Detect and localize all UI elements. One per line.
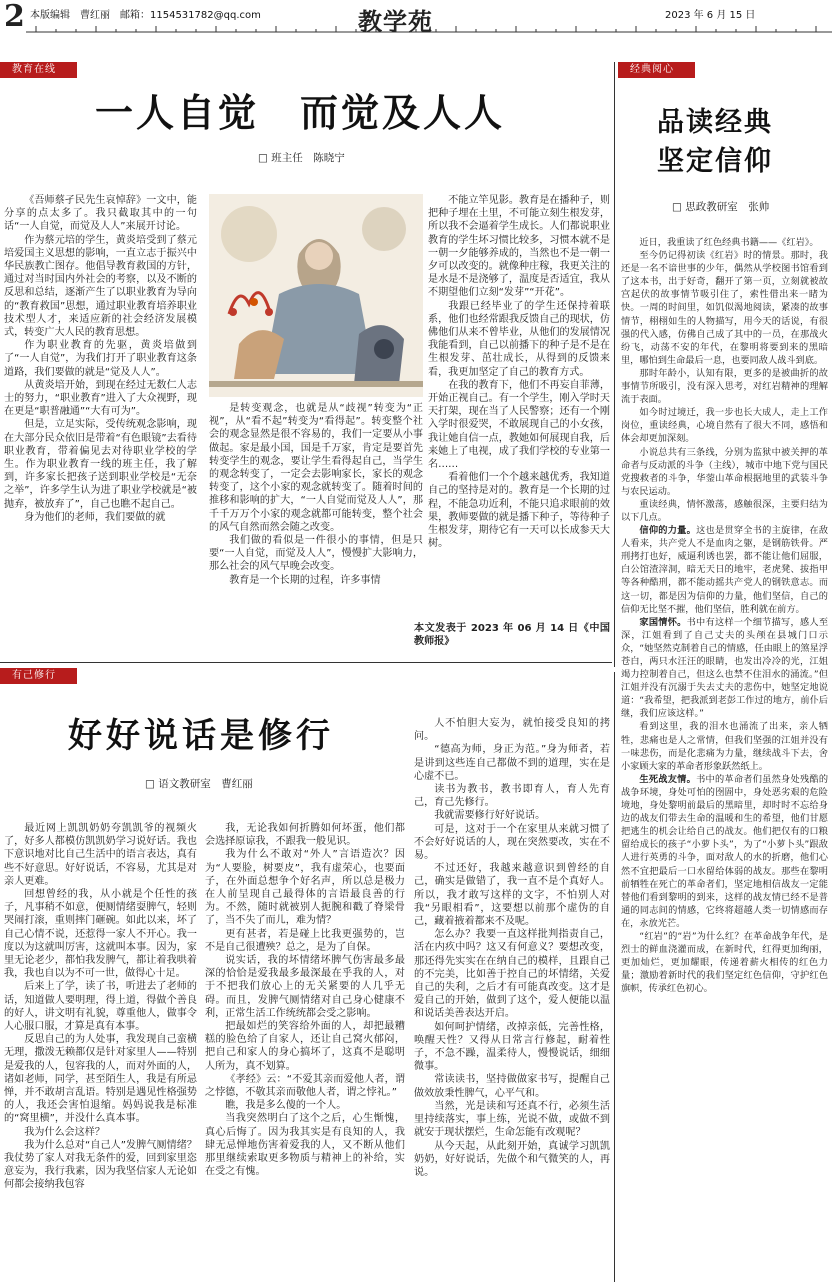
column-divider xyxy=(614,62,615,667)
article3-paragraph xyxy=(621,236,828,249)
paragraph-text: 书中的革命者们虽然身处残酷的战争环境，身处可怕的囹圄中，身处恶劣艰的危险境地，身处黎明前最后的黑暗里，却时时不忘给身边的战友们带去生命的温暖和生的希望，他们甘愿把逃生的机会让给自己的战友。他们把仅有的口粮留给成长的孩子“小萝卜头”，为了“小萝卜头”跟敌人进行英勇的斗争，面对敌人的水的折磨，他们心然不宜把最后一口水留给体弱的战友。那些在黎明前牺牲在死亡的革命者们，坚定地相信战友一定能替他们看到黎明的到来，这样的战友情已经不是普通的同志间的情感，它终将超越人类一切情感而存在，永放光芒。 xyxy=(621,773,828,929)
article3-paragraph xyxy=(621,367,828,406)
article2-title: 好好说话是修行 xyxy=(68,716,334,756)
editor-label: 本版编辑 曹红丽 xyxy=(30,10,110,21)
paragraph-text: “红岩”的“岩”为什么红？在革命战争年代，是烈士的鲜血浇灌而成，在新时代，红得更加绚丽，更加灿烂，更加耀眼，传递着薪火相传的红色力量；激励着新时代的我们坚定红色信仰，守护红色旗帜，传承红色初心。 xyxy=(621,930,828,995)
paragraph-text: 如今时过境迁，我一步也长大成人，走上工作岗位，重读经典，心境自然有了很大不同，感悟和体会却更加深刻。 xyxy=(621,407,828,445)
paragraph-text: 至今仍记得初读《红岩》时的情景。那时，我还是一名不谙世事的少年，偶然从学校图书馆看到了这本书，出于好奇，翻开了第一页，立刻就被故宫起伏的故事情节吸引住了，索性借出来一睹为快。一周的时间里，如饥似渴地阅读，紧凑的故事情节，栩栩如生的人物描写，用今天的话说，有很强的代入感，仿佛自己成了其中的一员，在那战火纷飞，动荡不安的年代，在黎明将要到来的黑暗里，哪怕到生命最后一息，也要同敌人战斗到底。 xyxy=(621,250,828,366)
email-label: 邮箱：1154531782@qq.com xyxy=(120,10,261,21)
article-divider xyxy=(0,662,612,663)
article3-paragraph xyxy=(621,773,828,930)
article3-paragraph xyxy=(621,720,828,772)
section-tag-education-online: 教育在线 xyxy=(0,62,77,78)
section-tag-classics: 经典阅心 xyxy=(618,62,695,78)
paragraph-text: 书中有这样一个细节描写，感人至深，江姐看到了自己丈夫的头颅在县城门口示众，“她坚然克制着自己的情感，任由眼上的煞星浮苍白，两只水汪汪的眼睛，也发出冷冷的光，江姐竭力控制着自己，但这么也禁不住泪水的涌流。”但江姐并没有沉溺于失去丈夫的悲伤中，她坚定地说道：“我希望，把我派到老彭工作过的地方，前仆后继，我们应该这样。” xyxy=(621,616,828,720)
issue-date: 2023 年 6 月 15 日 xyxy=(665,10,756,21)
paragraph-text: 小说总共有三条线，分别为监狱中被关押的革命者与反动派的斗争（主线），城市中地下党与国民党搜救者的斗争，华蓥山革命根据地里的武装斗争与农民运动。 xyxy=(621,446,828,497)
paragraph-keyword: 生死战友情。 xyxy=(639,773,697,785)
masthead: 教学苑 xyxy=(358,8,433,36)
article3-paragraph xyxy=(621,930,828,995)
article3-paragraph xyxy=(621,446,828,498)
article3-title-line1: 品读经典 xyxy=(657,107,773,138)
article3-paragraph xyxy=(621,524,828,616)
paragraph-text: 近日，我重读了红色经典书籍——《红岩》。 xyxy=(639,237,819,248)
article3-body xyxy=(621,236,828,1284)
article1-illustration xyxy=(209,194,423,397)
paragraph-text: 那时年龄小，认知有限，更多的是被曲折的故事情节所吸引，没有深入思考，对红岩精神的理解流于表面。 xyxy=(621,367,828,406)
header-ruler xyxy=(26,24,832,40)
article2-column-2: 我，无论我如何折腾如何坏蛋，他们都会选择原谅我，不跟我一般见识。 我为什么不敢对“外人”言语造次？因为“人要脸，树要皮”，我有虚荣心，也要面子，在外面总想争个好名声，所以总是极力在人前呈现自己最得体的言语最良善的行为。不然，随时就被别人扼腕和戳了脊梁骨了，当不失了而儿，难为情？ 更有甚者，若是碰上比我更强势的，岂不是自己很遭殃？总之，是为了自保。 说实话，我的坏情绪坏脾气伤害最多最深的恰恰是爱我最多最深最在乎我的人，对于不把我们放心上的无关紧要的人几乎无碍。而且，发脾气厕情绪对自己身心健康不利，正常生活工作统统都会受之影响。 把最如烂的笑容给外面的人，却把最糟糕的脸色给了自家人，还让自己窝火郁闷，把自己和家人的身心搞坏了，这真不是聪明人所为，真不划算。 《孝经》云：“不爱其亲而爱他人者，谓之悖德，不敬其亲而敬他人者，谓之悖礼。” 瞧，我是多么傻的一个人。 当我突然明白了这个之后，心生惭愧，真心后悔了。因为我其实是有良知的人，我肆无忌惮地伤害着爱我的人，又不断从他们那里继续索取更多物质与精神上的补给，实在受之有愧。 xyxy=(205,823,405,1178)
article3-paragraph xyxy=(621,616,828,721)
column-divider-lower xyxy=(614,672,615,1282)
article3-paragraph xyxy=(621,498,828,524)
paragraph-text: 看到这里，我的泪水也涌流了出来，亲人牺牲，悲痛也是人之常情，但我们坚强的江姐并没有一味悲伤，而是化悲痛为力量，继续战斗下去，舍小家顾大家的革命者形象跃然纸上。 xyxy=(621,721,828,772)
article3-paragraph xyxy=(621,406,828,445)
article2-column-1: 最近网上凯凯奶奶夸凯凯爷的视频火了，好多人都模仿凯凯奶学习说好话。我也下意识地对比自己生活中的语言表达，真有些不好意思。好好说话，不容易，尤其是对亲人更难。 回想曾经的我，从小就是个任性的孩子，凡事稍不如意，便厕情绪耍脾气，轻则哭闹打滚，重则摔门砸碗。如此以来，坏了自己心情不说，还惹得一家人不开心。我一度以为这就叫厉害，这就叫本事。因为，家里无论老少，都怕我发脾气，都让着我哄着我，我也自以为不可一世，做得心十足。 后来上了学，读了书，听进去了老师的话，知道做人要明理，得上道，得做个善良的好人，讲文明有礼貌，尊重他人，做事令人心服口服，才算是真有本事。 反思自己的为人处事，我发现自己蛮横无理，撒泼无赖都仅是针对家里人——特别是爱我的人，包容我的人，而对外面的人，诸如老师，同学，甚至陌生人，我是有所忌惮，并不敢胡言乱语。特别是遇见性格强势的人，我还会害怕退缩。妈妈说我是标准的“窝里横”，并没什么真本事。 我为什么会这样？ 我为什么总对“自己人”发脾气厕情绪？我仗势了家人对我无条件的爱，回到家里恣意妄为，我行我素，因为我坚信家人无论如何都会接纳我包容 xyxy=(4,823,197,1191)
article1-column-3: 不能立竿见影。教育是在播种子，则把种子埋在土里，不可能立刻生根发芽，所以我不会逼着学生成长。人们都说职业教育的学生坏习惯比较多，习惯本就不是一朝一夕能够养成的，当然也不是一朝一夕可以改变的。就像种庄稼，我更关注的是水是不是浇够了，温度是否适宜，我从不期望他们立刻“发芽”“开花”。 我跟已经毕业了的学生还保持着联系，他们也经常跟我反馈自己的现状，仿佛他们从来不曾毕业，从他们的发展情况我能看到，自己以前播下的种子是不是在生根发芽、茁壮成长，从得到的反馈来看，我更加坚定了自己的教育方式。 在我的教育下，他们不再妄自菲薄，开始正视自己。有一个学生，刚入学时天天打架，现在当了人民警察；还有一个刚入学时很爱哭，不敢展现自己的小女孩，我让她自信一点，教她如何展现自我，后来她上了电视，成了我们学校的专业第一名…… 看着他们一个个越来越优秀，我知道自己的坚持是对的。教育是一个长期的过程，不能急功近利，不能只追求眼前的效果，教师要做的就是播下种子，等待种子生根发芽，期待它有一天可以长成参天大树。 xyxy=(428,195,610,550)
paragraph-keyword: 信仰的力量。 xyxy=(639,525,697,537)
paragraph-keyword: 家国情怀。 xyxy=(639,616,687,628)
section-tag-self-cultivation: 有己修行 xyxy=(0,668,77,684)
article1-column-2: 是转变观念，也就是从“歧视”转变为“正视”，从“看不起”转变为“看得起”。转变整个社会的观念显然是很不容易的，我们一定要从小事做起。家是最小国，国是千万家，肯定是要首先转变学生的观念，要让学生看得起自己，当学生的观念转变了，一定会去影响家长，家长的观念转变了，这个小家的观念就转变了。随着时间的推移和影响的扩大，“一人自觉而觉及人人”，那千千万万个小家的观念就都可能转变，整个社会的风气自然而然会随之改变。 我们做的看似是一件很小的事情，但是只要“一人自觉，而觉及人人”，慢慢扩大影响力，那么社会的风气早晚会改变。 教育是一个长期的过程，许多事情 xyxy=(209,403,423,586)
article3-paragraph xyxy=(621,249,828,367)
article3-title-line2: 坚定信仰 xyxy=(657,146,773,177)
paragraph-text: 这也是贯穿全书的主旋律，在敌人看来，共产党人不是血肉之躯，是钢筋铁骨。严刑拷打也好，威逼利诱也罢，都不能让他们屈服，白公馆渣滓洞，暗无天日的地牢，老虎凳、拔指甲等各种酷刑，都不能动摇共产党人的钢铁意志。而这一切，都是因为信仰的力量，他们坚信，自己的信仰无比坚不摧，他们坚信，胜利就在前方。 xyxy=(621,525,828,615)
article1-title: 一人自觉 而觉及人人 xyxy=(95,91,506,135)
page-number: 2 xyxy=(4,0,25,34)
article3-byline: □ 思政教研室 张帅 xyxy=(672,201,770,213)
article1-column-1: 《吾师蔡孑民先生哀悼辞》一文中，能分享的点太多了。我只截取其中的一句话“一人自觉，而觉及人人”来展开讨论。 作为蔡元培的学生，黄炎培受到了蔡元培爱国主义思想的影响，一直立志于振兴中华民族教亡图存。他倡导教育救国的方针，通过对当时国内外社会的考察，以及不断的反思和总结，逐渐产生了以职业教育为导向的“教育救国”思想，通过职业教育培养职业技术型人才，来适应新的社会经济发展模式，转变广大人民的教育思想。 作为职业教育的先驱，黄炎培做到了“一人自觉”，为我们打开了职业教育这条道路，我们要做的就是“觉及人人”。 从黄炎培开始，到现在经过无数仁人志士的努力，“职业教育”进入了大众视野，现在更是“职普融通”“大有可为”。 但是，立足实际，受传统观念影响，现在大部分民众依旧是带着“有色眼镜”去看待职业教育，带着偏见去对待职业学校的学生。作为职业教育一线的班主任，我了解到，许多家长把孩子送到职业学校是“无奈之举”，许多学生认为进了职业学校就是“被抛弃，被放弃了”，自己也瞧不起自己。 身为他们的老师，我们要做的就 xyxy=(4,195,197,523)
article1-footnote: 本文发表于 2023 年 06 月 14 日《中国教师报》 xyxy=(414,623,610,648)
article2-byline: □ 语文教研室 曹红丽 xyxy=(145,778,253,790)
article1-byline: □ 班主任 陈晓宁 xyxy=(258,152,345,164)
article2-column-3: 人不怕胆大妄为，就怕接受良知的拷问。 “德高为师，身正为范。”身为师者，若是讲到这些连自己都做不到的道理，实在是心虚不已。 读书为教书，教书即育人，育人先育己，育己先修行。 我就需要修行好好说话。 可是，这对于一个在家里从来就习惯了不会好好说话的人，现在突然要改，实在不易。 不过还好，我越来越意识到曾经的自己，确实是做错了，我一直不是个真好人。所以，我才敢写这样的文字，不怕别人对我“另眼相看”，这要想以前那个虚伪的自己，藏着掖着都来不及呢。 怎么办？我要一直这样批判指责自己，活在内疚中吗？这又有何意义？要想改变，那还得先实实在在纳自己的模样，且跟自己的不完美，比如善于控自己的坏情绪，关爱自己的失利，之后才有可能真改变。这才是爱自己的开始，做到了这个，爱人便能以温和说话美善表达开启。 如何呵护情绪，改掉亲低，完善性格，唤醒天性？又得从日常言行修起，耐着性子，不急不躁，温柔待人，慢慢说话，细细微事。 常读读书，坚持做做家书写，提醒自己做效放秉性脾气，心平气和。 当然，光是读和写还真不行，必须生活里持续落实，事上练，光说不做，或做不到就安于现状摆烂，生命怎能有改观呢？ 从今天起，从此刻开始，真诚学习凯凯奶奶，好好说话，先做个和气微笑的人，再说。 xyxy=(414,718,610,1178)
paragraph-text: 重读经典，情怀激荡，感触很深，主要归结为以下几点。 xyxy=(621,498,828,523)
